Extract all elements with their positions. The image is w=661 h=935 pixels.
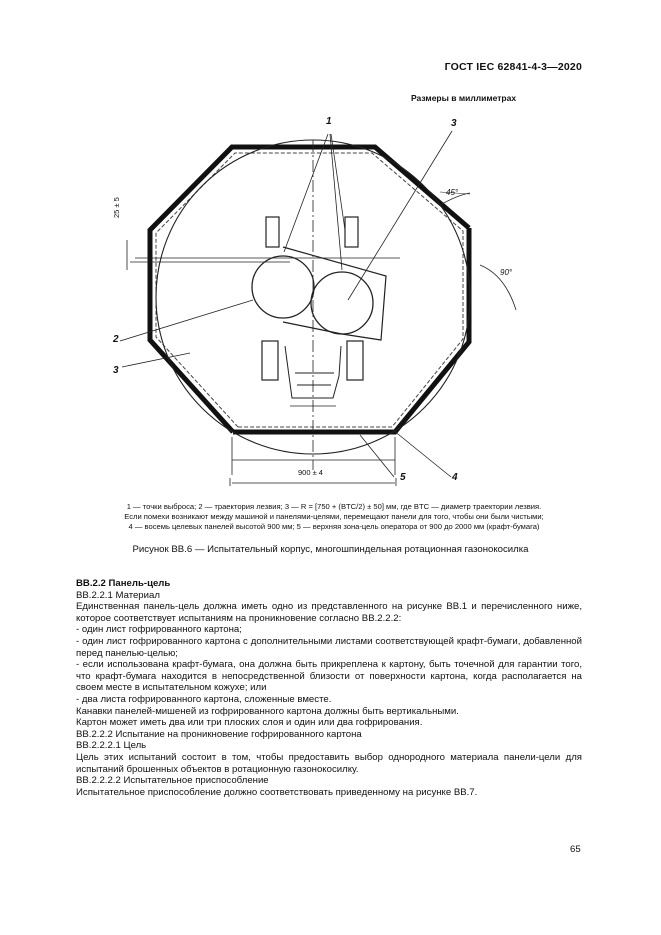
paragraph-layers: Картон может иметь два или три плоских слоя и один или два гофрирования. <box>76 717 423 729</box>
paragraph-material: Единственная панель-цель должна иметь одно из представленного на рисунке BB.1 и перечисленного ниже, которое соответствует испытаниям на проникновение согласно BB.2.2.2: <box>76 601 582 624</box>
list-item-2: - один лист гофрированного картона с дополнительными листами соответствующей крафт-бумаги, добавленной перед панелью-целью; <box>76 635 582 659</box>
front-wheel-left <box>266 217 279 247</box>
angle-90: 90° <box>500 268 513 277</box>
front-wheel-right <box>345 217 358 247</box>
angle-45: 45° <box>446 188 459 197</box>
enclosure-inner-outline <box>156 153 463 427</box>
rear-wheel-right <box>347 341 363 380</box>
section-heading: BB.2.2 Панель-цель <box>76 578 171 589</box>
subsection-material: BB.2.2.1 Материал <box>76 589 160 601</box>
deck-outline <box>283 247 386 340</box>
subsection-purpose: BB.2.2.2.1 Цель <box>76 740 147 752</box>
list-item-4: - два листа гофрированного картона, сложенные вместе. <box>76 693 332 705</box>
subsection-penetration-test: BB.2.2.2 Испытание на проникновение гофрированного картона <box>76 728 362 740</box>
subsection-fixture: BB.2.2.2.2 Испытательное приспособление <box>76 775 269 787</box>
rear-wheel-left <box>262 341 278 380</box>
list-item-1: - один лист гофрированного картона; <box>76 624 242 636</box>
section-body <box>76 578 582 798</box>
standard-header: ГОСТ IEC 62841-4-3—2020 <box>444 61 582 73</box>
blade-circle-right <box>311 272 373 334</box>
callout-2: 2 <box>113 334 119 345</box>
dim-900: 900 ± 4 <box>298 468 323 477</box>
callout-1: 1 <box>326 116 332 127</box>
legend-line-1: 1 — точки выброса; 2 — траектория лезвия; 3 — R = [750 + (BTC/2) ± 50] мм, где BTC — диаметр траектории лезвия. <box>126 502 542 511</box>
page-number: 65 <box>570 844 581 855</box>
blade-circle-left <box>252 256 314 318</box>
figure-caption: Рисунок BB.6 — Испытательный корпус, многошпиндельная ротационная газонокосилка <box>132 544 529 555</box>
paragraph-grooves: Канавки панелей-мишеней из гофрированного картона должны быть вертикальными. <box>76 705 459 717</box>
list-item-3: - если использована крафт-бумага, она должна быть прикреплена к картону, быть точечной для гарантии того, что крафт-бумага находится в непосредственной близости от поверхности картона, когда располагается на своем месте в испытательном кожухе; или <box>76 659 582 694</box>
callout-3-top: 3 <box>451 118 457 129</box>
callout-5: 5 <box>400 472 406 483</box>
callout-4: 4 <box>452 472 458 483</box>
enclosure-right-side <box>233 228 469 432</box>
dim-25: 25 ± 5 <box>112 197 121 218</box>
legend-line-2: Если помехи возникают между машиной и панелями-целями, перемещают панели для того, чтобы они были чистыми; <box>124 512 544 521</box>
callout-3-left: 3 <box>113 365 119 376</box>
paragraph-purpose: Цель этих испытаний состоит в том, чтобы предоставить выбор однородного материала панели-цели для испытаний брошенных объектов в ротационную газонокосилку. <box>76 751 582 775</box>
dimensions-note: Размеры в миллиметрах <box>411 93 517 103</box>
legend-line-3: 4 — восемь целевых панелей высотой 900 мм; 5 — верхняя зона-цель оператора от 900 до 2000 мм (крафт-бумага) <box>128 522 540 531</box>
paragraph-fixture: Испытательное приспособление должно соответствовать приведенному на рисунке BB.7. <box>76 786 478 798</box>
